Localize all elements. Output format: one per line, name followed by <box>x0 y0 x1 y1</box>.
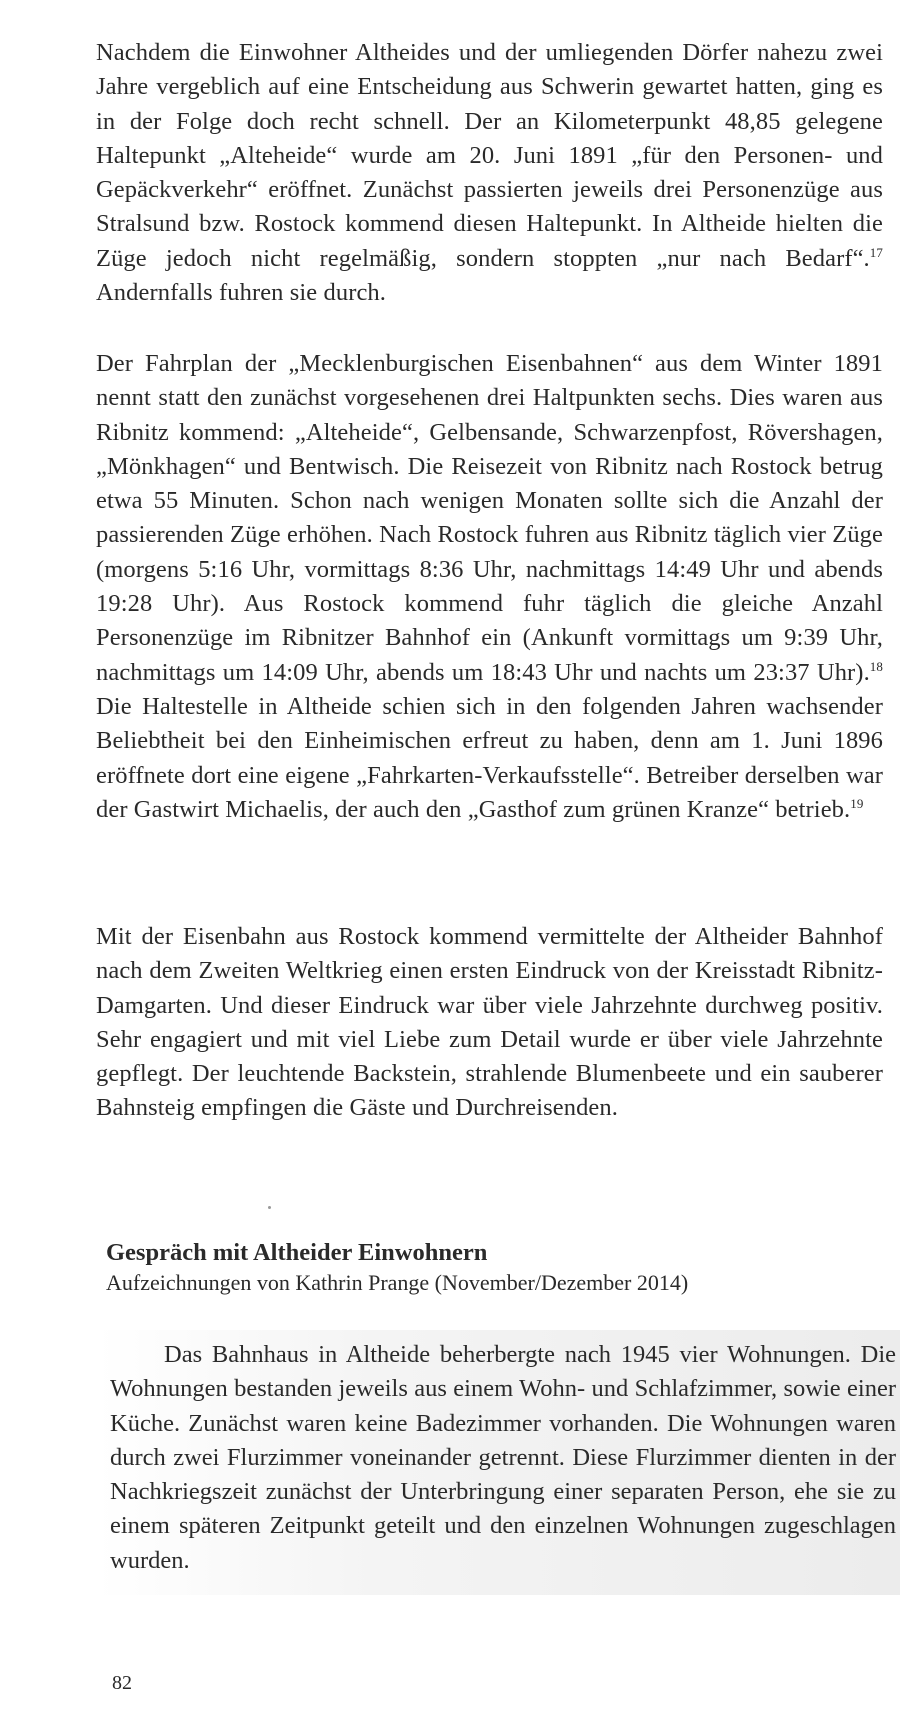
paragraph-text: Nachdem die Einwohner Altheides und der umliegenden Dörfer nahezu zwei Jahre vergeblich auf eine Entscheidung aus Schwerin gewartet hatten, ging es in der Folge doch recht schnell. Der an Kilometerpunkt 48,85 gelegene Haltepunkt „Alteheide“ wurde am 20. Juni 1891 „für den Personen- und Gepäckverkehr“ eröffnet. Zunächst passierten jeweils drei Personenzüge aus Stralsund bzw. Rostock kommend diesen Haltepunkt. In Altheide hielten die Züge jedoch nicht regelmäßig, sondern stoppten „nur nach Bedarf“. <box>96 39 883 272</box>
scan-speck <box>268 1206 271 1209</box>
footnote-marker: 17 <box>869 244 883 260</box>
page-number: 82 <box>112 1672 132 1694</box>
paragraph-text: Andernfalls fuhren sie durch. <box>96 279 386 307</box>
paragraph-text: Das Bahnhaus in Altheide beherbergte nach 1945 vier Wohnungen. Die Wohnungen bestanden jeweils aus einem Wohn- und Schlafzimmer, sowie einer Küche. Zunächst waren keine Badezimmer vorhanden. Die Wohnungen waren durch zwei Flurzimmer voneinander getrennt. Diese Flurzimmer dienten in der Nachkriegszeit zunächst der Unterbringung einer separaten Person, ehe sie zu einem späteren Zeitpunkt geteilt und den einzelnen Wohnungen zugeschlagen wurden. <box>110 1341 896 1574</box>
section-subheading: Aufzeichnungen von Kathrin Prange (November/Dezember 2014) <box>106 1270 689 1295</box>
paragraph-text: Mit der Eisenbahn aus Rostock kommend vermittelte der Altheider Bahnhof nach dem Zweiten Weltkrieg einen ersten Eindruck von der Kreisstadt Ribnitz-Damgarten. Und dieser Eindruck war über viele Jahrzehnte durchweg positiv. Sehr engagiert und mit viel Liebe zum Detail wurde er über viele Jahrzehnte gepflegt. Der leuchtende Backstein, strahlende Blumenbeete und ein sauberer Bahnsteig empfingen die Gäste und Durchreisenden. <box>96 923 883 1122</box>
footnote-marker: 19 <box>850 795 864 811</box>
paragraph-text: Die Haltestelle in Altheide schien sich in den folgenden Jahren wachsender Beliebtheit bei den Einheimischen erfreut zu haben, denn am 1. Juni 1896 eröffnete dort eine eigene „Fahrkarten-Verkaufsstelle“. Betreiber derselben war der Gastwirt Michaelis, der auch den „Gasthof zum grünen Kranze“ betrieb. <box>96 692 883 823</box>
paragraph-haltepunkt-eroeffnung <box>96 36 883 310</box>
paragraph-bahnhof-eindruck <box>96 920 883 1126</box>
section-heading: Gespräch mit Altheider Einwohnern <box>106 1239 488 1266</box>
paragraph-text: Der Fahrplan der „Mecklenburgischen Eisenbahnen“ aus dem Winter 1891 nennt statt den zunächst vorgesehenen drei Haltpunkten sechs. Dies waren aus Ribnitz kommend: „Alteheide“, Gelbensande, Schwarzenpfost, Rövershagen, „Mönkhagen“ und Bentwisch. Die Reisezeit von Ribnitz nach Rostock betrug etwa 55 Minuten. Schon nach wenigen Monaten sollte sich die Anzahl der passierenden Züge erhöhen. Nach Rostock fuhren aus Ribnitz täglich vier Züge (morgens 5:16 Uhr, vormittags 8:36 Uhr, nachmittags 14:49 Uhr und abends 19:28 Uhr). Aus Rostock kommend fuhr täglich die gleiche Anzahl Personenzüge im Ribnitzer Bahnhof ein (Ankunft vormittags um 9:39 Uhr, nachmittags um 14:09 Uhr, abends um 18:43 Uhr und nachts um 23:37 Uhr). <box>96 350 883 686</box>
paragraph-fahrplan <box>96 347 883 827</box>
footnote-marker: 18 <box>869 658 883 674</box>
paragraph-bahnhaus-wohnungen <box>110 1338 896 1578</box>
